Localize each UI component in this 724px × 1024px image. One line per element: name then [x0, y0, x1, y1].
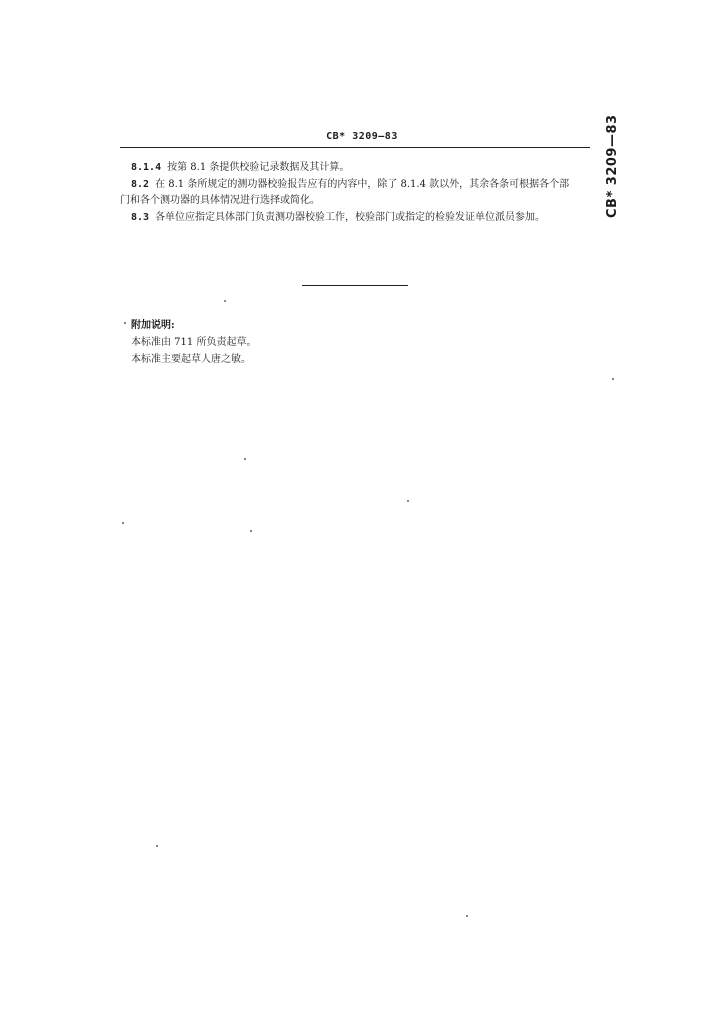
additional-notes-title: 附加说明:: [131, 320, 175, 331]
clause-number: 8.3: [131, 212, 150, 223]
clause-text: 各单位应指定具体部门负责测功器校验工作，校验部门或指定的检验发证单位派员参加。: [155, 212, 546, 223]
end-of-text-rule: [302, 285, 408, 286]
additional-note-line: 本标准主要起草人唐之敏。: [131, 354, 251, 365]
page-header-title: CB* 3209—83: [326, 131, 398, 142]
scan-speck: [122, 522, 124, 524]
scan-speck: [612, 378, 614, 380]
scan-speck: [250, 530, 252, 532]
additional-note-line: 本标准由 711 所负责起草。: [131, 337, 257, 348]
scan-speck: [224, 300, 226, 302]
scan-speck: [407, 500, 409, 502]
scan-speck: [124, 322, 126, 324]
clause-8-1-4: [131, 160, 349, 176]
header-divider: [120, 147, 590, 148]
side-standard-code: CB* 3209—83: [605, 114, 620, 218]
clause-text: 按第 8.1 条提供校验记录数据及其计算。: [167, 162, 350, 173]
clause-number: 8.1.4: [131, 162, 162, 173]
clause-text: 门和各个测功器的具体情况进行选择或简化。: [120, 195, 320, 206]
scan-speck: [466, 915, 468, 917]
clause-text: 在 8.1 条所规定的测功器校验报告应有的内容中，除了 8.1.4 款以外，其余各条可根据各个部: [155, 179, 570, 190]
clause-8-2-continuation: [120, 193, 320, 209]
scan-speck: [244, 458, 246, 460]
clause-8-2: [131, 177, 569, 193]
clause-number: 8.2: [131, 179, 150, 190]
scan-speck: [156, 845, 158, 847]
clause-8-3: [131, 210, 545, 226]
